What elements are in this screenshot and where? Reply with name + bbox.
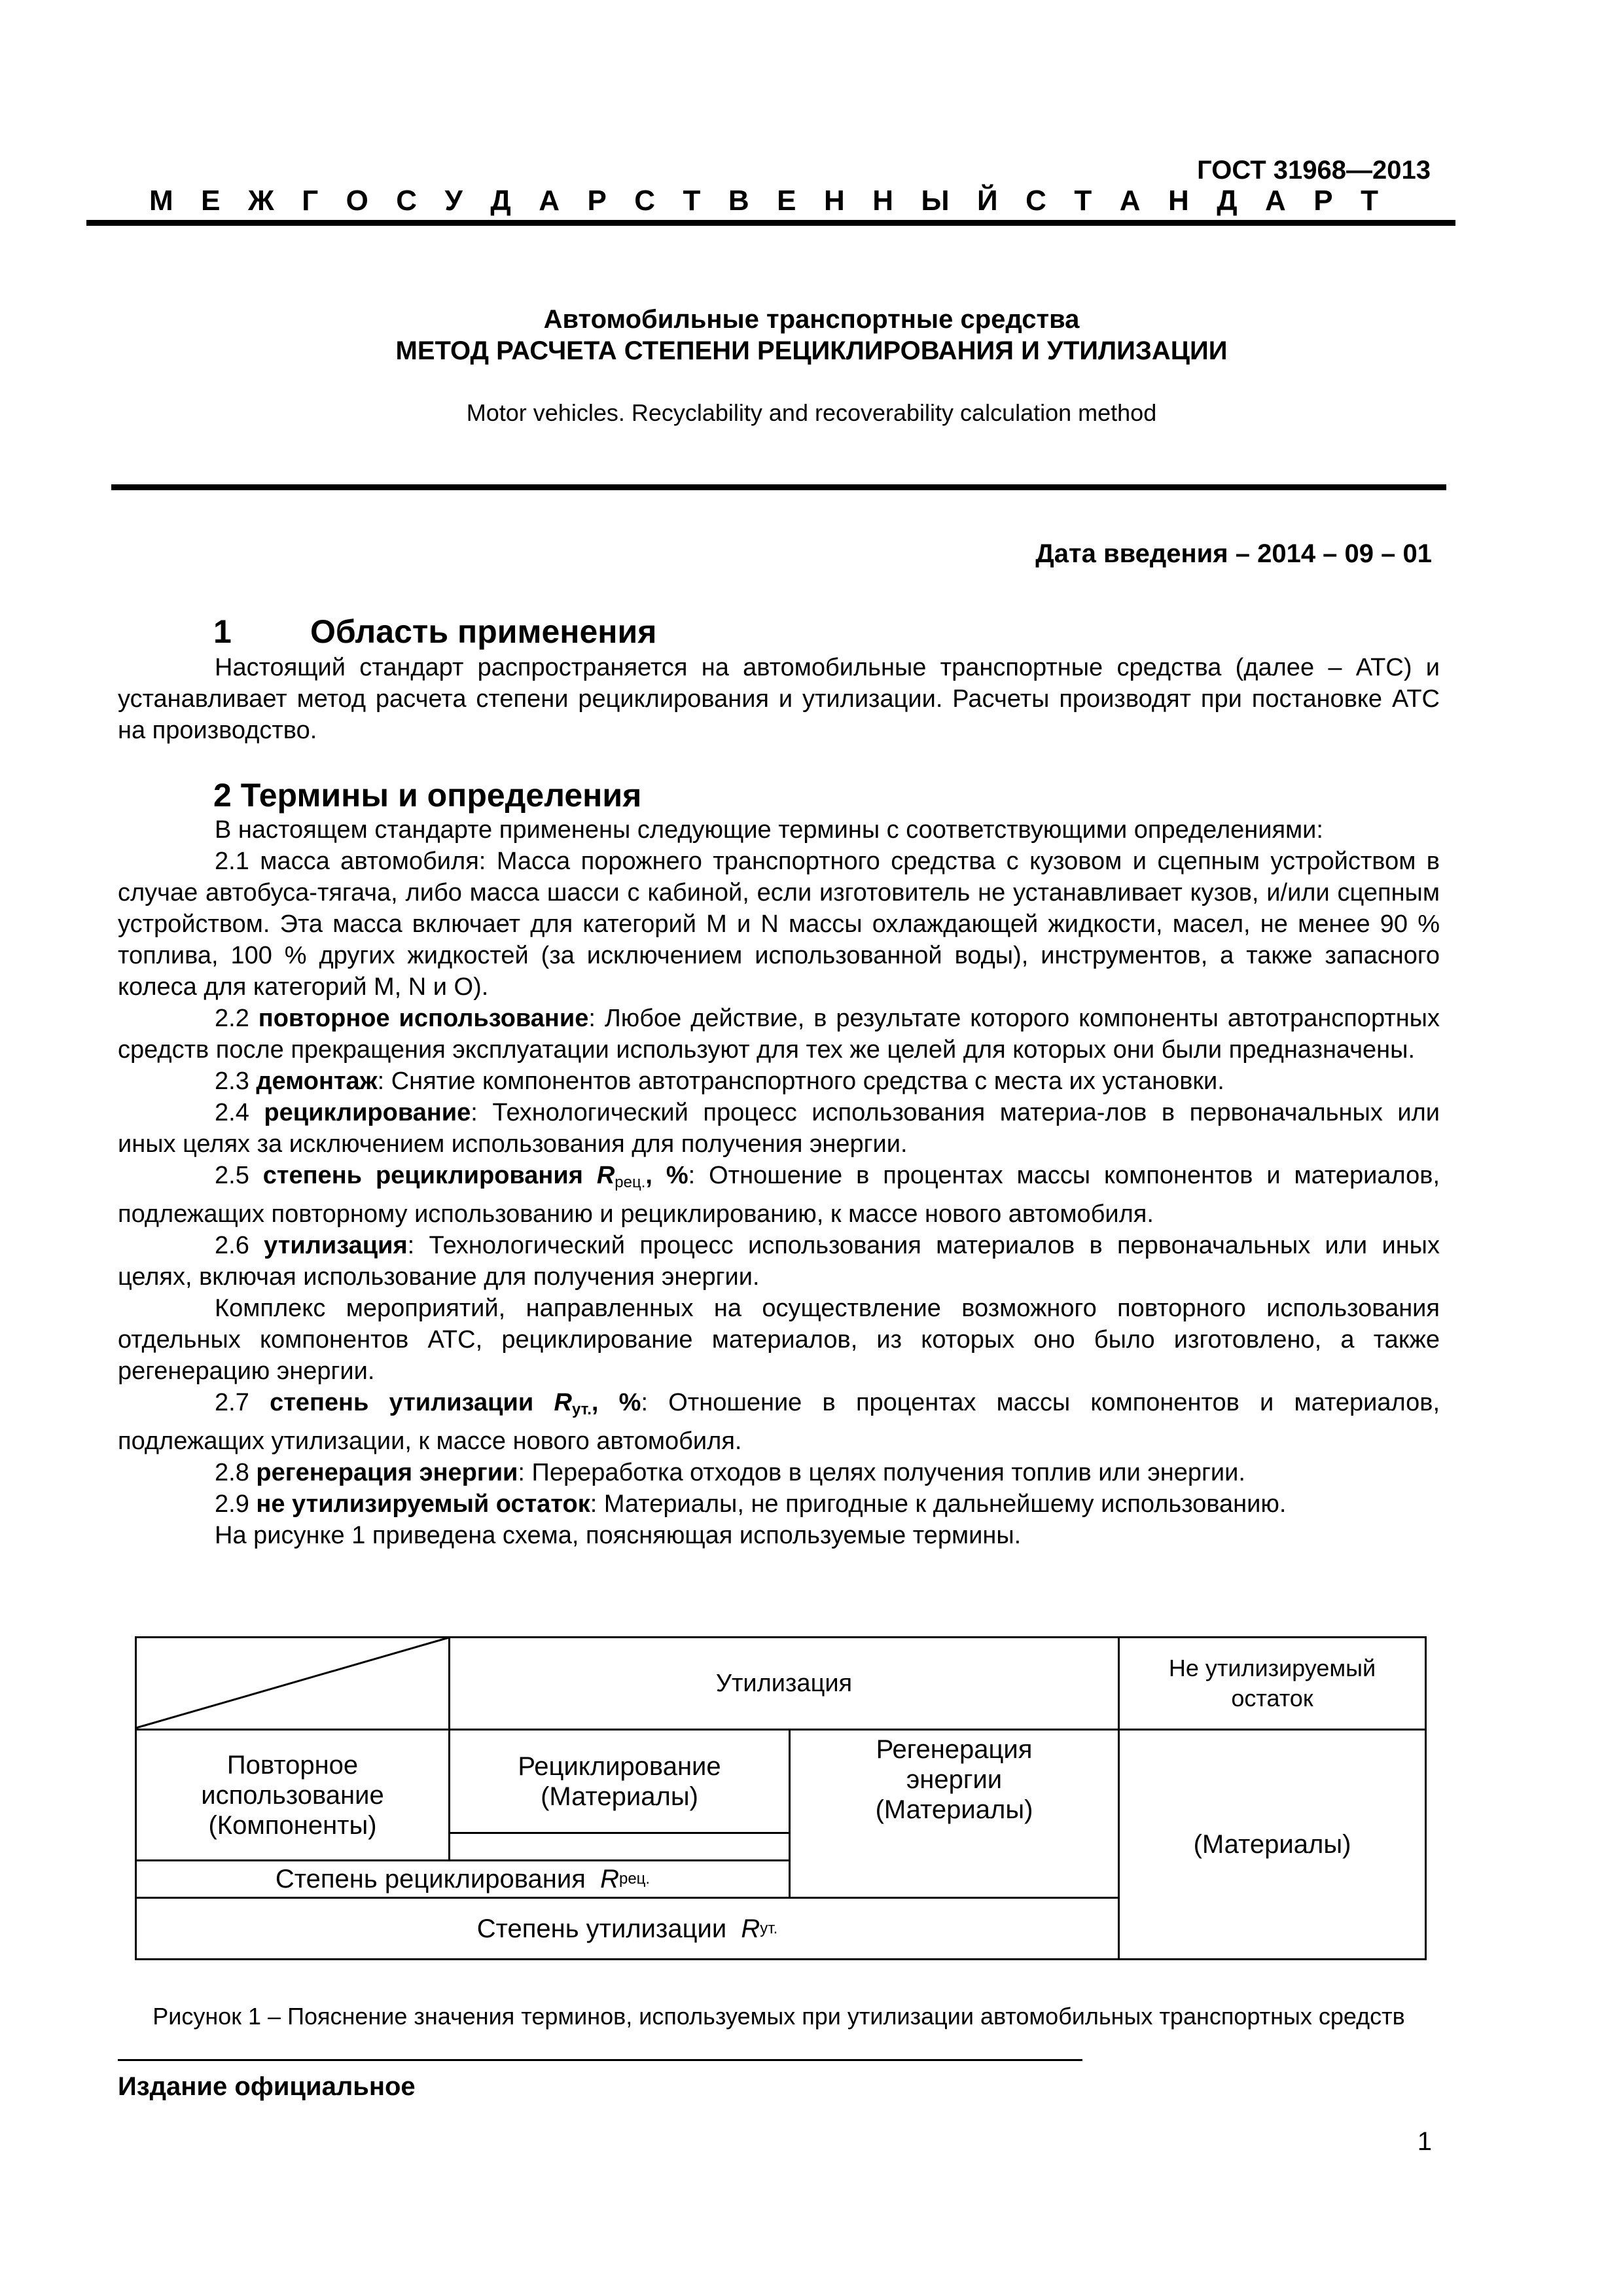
recycling-cell: Рециклирование (Материалы)	[518, 1751, 721, 1811]
footer-rule	[118, 2059, 1082, 2061]
term-2-7: 2.7 степень утилизации $R_{ут.}$, %: Отношение в процентах массы компонентов и материалов, подлежащих утилизации, к массе нового автомобиля.	[118, 1389, 1440, 1455]
energy-regeneration-cell: Регенерация энергии (Материалы)	[875, 1735, 1033, 1824]
section2-body	[118, 814, 1440, 1551]
figure-caption: Рисунок 1 – Пояснение значения терминов, используемых при утилизации автомобильных транспортных средств	[152, 2003, 1405, 2030]
standard-type: М Е Ж Г О С У Д А Р С Т В Е Н Н Ы Й С Т А Н Д А Р Т	[149, 185, 1380, 217]
term-2-6-extra: Комплекс мероприятий, направленных на осуществление возможного повторного использования отдельных компонентов АТС, рециклирование материалов, из которых оно было изготовлено, а также регенерацию энергии.	[118, 1295, 1440, 1385]
section2-heading: 2 Термины и определения	[213, 777, 642, 814]
title-line1: Автомобильные транспортные средства	[543, 305, 1080, 334]
term-2-2: 2.2 повторное использование: Любое действие, в результате которого компоненты автотранспортных средств после прекращения эксплуатации используют для тех же целей для которых они были предназначены.	[118, 1005, 1440, 1064]
title-rule	[111, 484, 1446, 490]
term-2-8: 2.8 регенерация энергии: Переработка отходов в целях получения топлив или энергии.	[215, 1459, 1245, 1486]
section2-intro: В настоящем стандарте применены следующие термины с соответствующими определениями:	[215, 816, 1323, 844]
utilization-degree-cell: Степень утилизации R ут.	[476, 1914, 778, 1943]
effective-date: Дата введения – 2014 – 09 – 01	[1035, 539, 1432, 568]
reuse-cell: Повторное использование (Компоненты)	[201, 1750, 384, 1840]
term-2-6: 2.6 утилизация: Технологический процесс использования материалов в первоначальных или иных целях, включая использование для получения энергии.	[118, 1232, 1440, 1291]
header-rule	[86, 220, 1455, 226]
non-utilizable-header: Не утилизируемый остаток	[1168, 1655, 1376, 1712]
term-2-9: 2.9 не утилизируемый остаток: Материалы, не пригодные к дальнейшему использованию.	[215, 1490, 1287, 1518]
figure-1-diagram	[135, 1636, 1548, 1964]
diagonal-line	[135, 1636, 450, 1731]
utilization-header: Утилизация	[715, 1670, 853, 1697]
edition-label: Издание официальное	[118, 2072, 416, 2101]
title-line2: МЕТОД РАСЧЕТА СТЕПЕНИ РЕЦИКЛИРОВАНИЯ И УТИЛИЗАЦИИ	[395, 336, 1228, 365]
figure-reference: На рисунке 1 приведена схема, поясняющая используемые термины.	[215, 1522, 1022, 1549]
term-2-4: 2.4 рециклирование: Технологический процесс использования материа-лов в первоначальных или иных целях за исключением использования для получения энергии.	[118, 1099, 1440, 1158]
section1-number: 1	[213, 613, 232, 650]
term-2-1: 2.1 масса автомобиля: Масса порожнего транспортного средства с кузовом и сцепным устройством в случае автобуса-тягача, либо масса шасси с кабиной, если изготовитель не устанавливает кузов, и/или сцепным устройством. Эта масса включает для категорий M и N массы охлаждающей жидкости, масел, не менее 90 % топлива, 100 % других жидкостей (за исключением использованной воды), инструментов, а также запасного колеса для категорий M, N и O).	[118, 848, 1440, 1001]
materials-cell: (Материалы)	[1193, 1830, 1351, 1859]
doc-number: ГОСТ 31968—2013	[1197, 156, 1431, 185]
section1-heading: Область применения	[310, 613, 657, 650]
title-english: Motor vehicles. Recyclability and recoverability calculation method	[466, 399, 1157, 426]
term-2-5: 2.5 степень рециклирования $R_{рец.}$, %: Отношение в процентах массы компонентов и материалов, подлежащих повторному использованию и рециклированию, к массе нового автомобиля.	[118, 1162, 1440, 1228]
page-number: 1	[1417, 2127, 1432, 2156]
recycling-degree-cell: Степень рециклирования R рец.	[275, 1865, 651, 1893]
term-2-3: 2.3 демонтаж: Снятие компонентов автотранспортного средства с места их установки.	[215, 1067, 1224, 1095]
section1-text: Настоящий стандарт распространяется на автомобильные транспортные средства (далее – АТС) и устанавливает метод расчета степени рециклирования и утилизации. Расчеты производят при постановке АТС на производство.	[118, 654, 1440, 744]
